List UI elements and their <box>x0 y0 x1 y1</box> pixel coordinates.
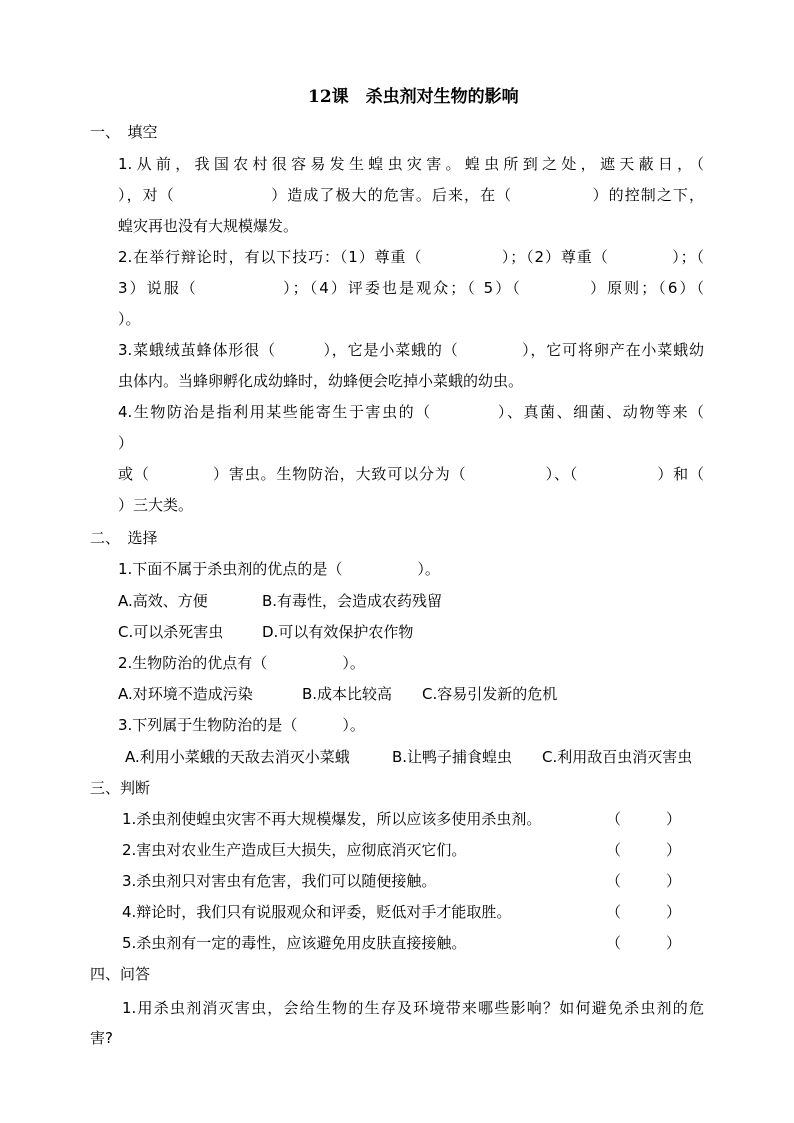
section-heading-choice: 二、 选择 <box>90 529 158 547</box>
choice-q1-option-d: D.可以有效保护农作物 <box>262 623 414 641</box>
judge-paren-3: （ ） <box>606 872 682 890</box>
fill-q4-line2: ） <box>118 434 134 452</box>
fill-q2-line3: ）。 <box>118 310 141 328</box>
judge-item-2: 2.害虫对农业生产造成巨大损失，应彻底消灭它们。 <box>122 841 467 859</box>
choice-q2-option-c: C.容易引发新的危机 <box>422 685 558 703</box>
section-heading-fill-in: 一、 填空 <box>90 123 158 141</box>
judge-paren-1: （ ） <box>606 810 682 828</box>
judge-item-3: 3.杀虫剂只对害虫有危害，我们可以随便接触。 <box>122 872 437 890</box>
choice-q3-option-b: B.让鸭子捕食蝗虫 <box>392 748 513 766</box>
section-heading-qa: 四、问答 <box>90 965 151 983</box>
fill-q2-line2: 3）说服（ ）；（4）评委也是观众；（ 5）（ ）原则；（6）（ <box>118 279 704 297</box>
judge-paren-2: （ ） <box>606 841 682 859</box>
qa-q1-line1: 1.用杀虫剂消灭害虫，会给生物的生存及环境带来哪些影响？如何避免杀虫剂的危 <box>122 999 704 1017</box>
fill-q1-line2: ），对（ ）造成了极大的危害。后来，在（ ）的控制之下， <box>118 186 704 204</box>
fill-q3-line2: 虫体内。当蜂卵孵化成幼蜂时，幼蜂便会吃掉小菜蛾的幼虫。 <box>118 372 524 390</box>
judge-paren-4: （ ） <box>606 903 682 921</box>
choice-q2-option-b: B.成本比较高 <box>302 685 393 703</box>
judge-item-5: 5.杀虫剂有一定的毒性，应该避免用皮肤直接接触。 <box>122 934 467 952</box>
qa-q1-line2: 害? <box>90 1029 113 1047</box>
judge-item-4: 4.辩论时，我们只有说服观众和评委，贬低对手才能取胜。 <box>122 903 512 921</box>
judge-item-1: 1.杀虫剂使蝗虫灾害不再大规模爆发，所以应该多使用杀虫剂。 <box>122 810 542 828</box>
fill-q4-line3: 或（ ）害虫。生物防治，大致可以分为（ ）、（ ）和（ <box>118 465 704 483</box>
section-heading-true-false: 三、判断 <box>90 779 151 797</box>
choice-q3-option-c: C.利用敌百虫消灭害虫 <box>542 748 693 766</box>
fill-q4-line1: 4.生物防治是指利用某些能寄生于害虫的（ ）、真菌、细菌、动物等来（ <box>118 403 704 421</box>
fill-q1-line3: 蝗灾再也没有大规模爆发。 <box>118 217 299 235</box>
choice-q1-option-c: C.可以杀死害虫 <box>118 623 224 641</box>
fill-q2-line1: 2.在举行辩论时，有以下技巧：（1）尊重（ ）；（2）尊重（ ）；（ <box>118 248 704 266</box>
page-title: 12课 杀虫剂对生物的影响 <box>308 87 519 107</box>
choice-q1-option-a: A.高效、方便 <box>118 592 208 610</box>
choice-q2-option-a: A.对环境不造成污染 <box>118 685 253 703</box>
fill-q3-line1: 3.菜蛾绒茧蜂体形很（ ），它是小菜蛾的（ ），它可将卵产在小菜蛾幼 <box>118 341 704 359</box>
choice-q2: 2.生物防治的优点有（ ）。 <box>118 654 365 672</box>
judge-paren-5: （ ） <box>606 934 682 952</box>
choice-q3: 3.下列属于生物防治的是（ ）。 <box>118 716 365 734</box>
fill-q4-line4: ）三大类。 <box>118 496 194 514</box>
choice-q1-option-b: B.有毒性，会造成农药残留 <box>262 592 443 610</box>
choice-q3-option-a: A.利用小菜蛾的天敌去消灭小菜蛾 <box>125 748 350 766</box>
fill-q1-line1: 1.从前，我国农村很容易发生蝗虫灾害。蝗虫所到之处，遮天蔽日，（ <box>118 155 704 173</box>
choice-q1: 1.下面不属于杀虫剂的优点的是（ ）。 <box>118 560 440 578</box>
